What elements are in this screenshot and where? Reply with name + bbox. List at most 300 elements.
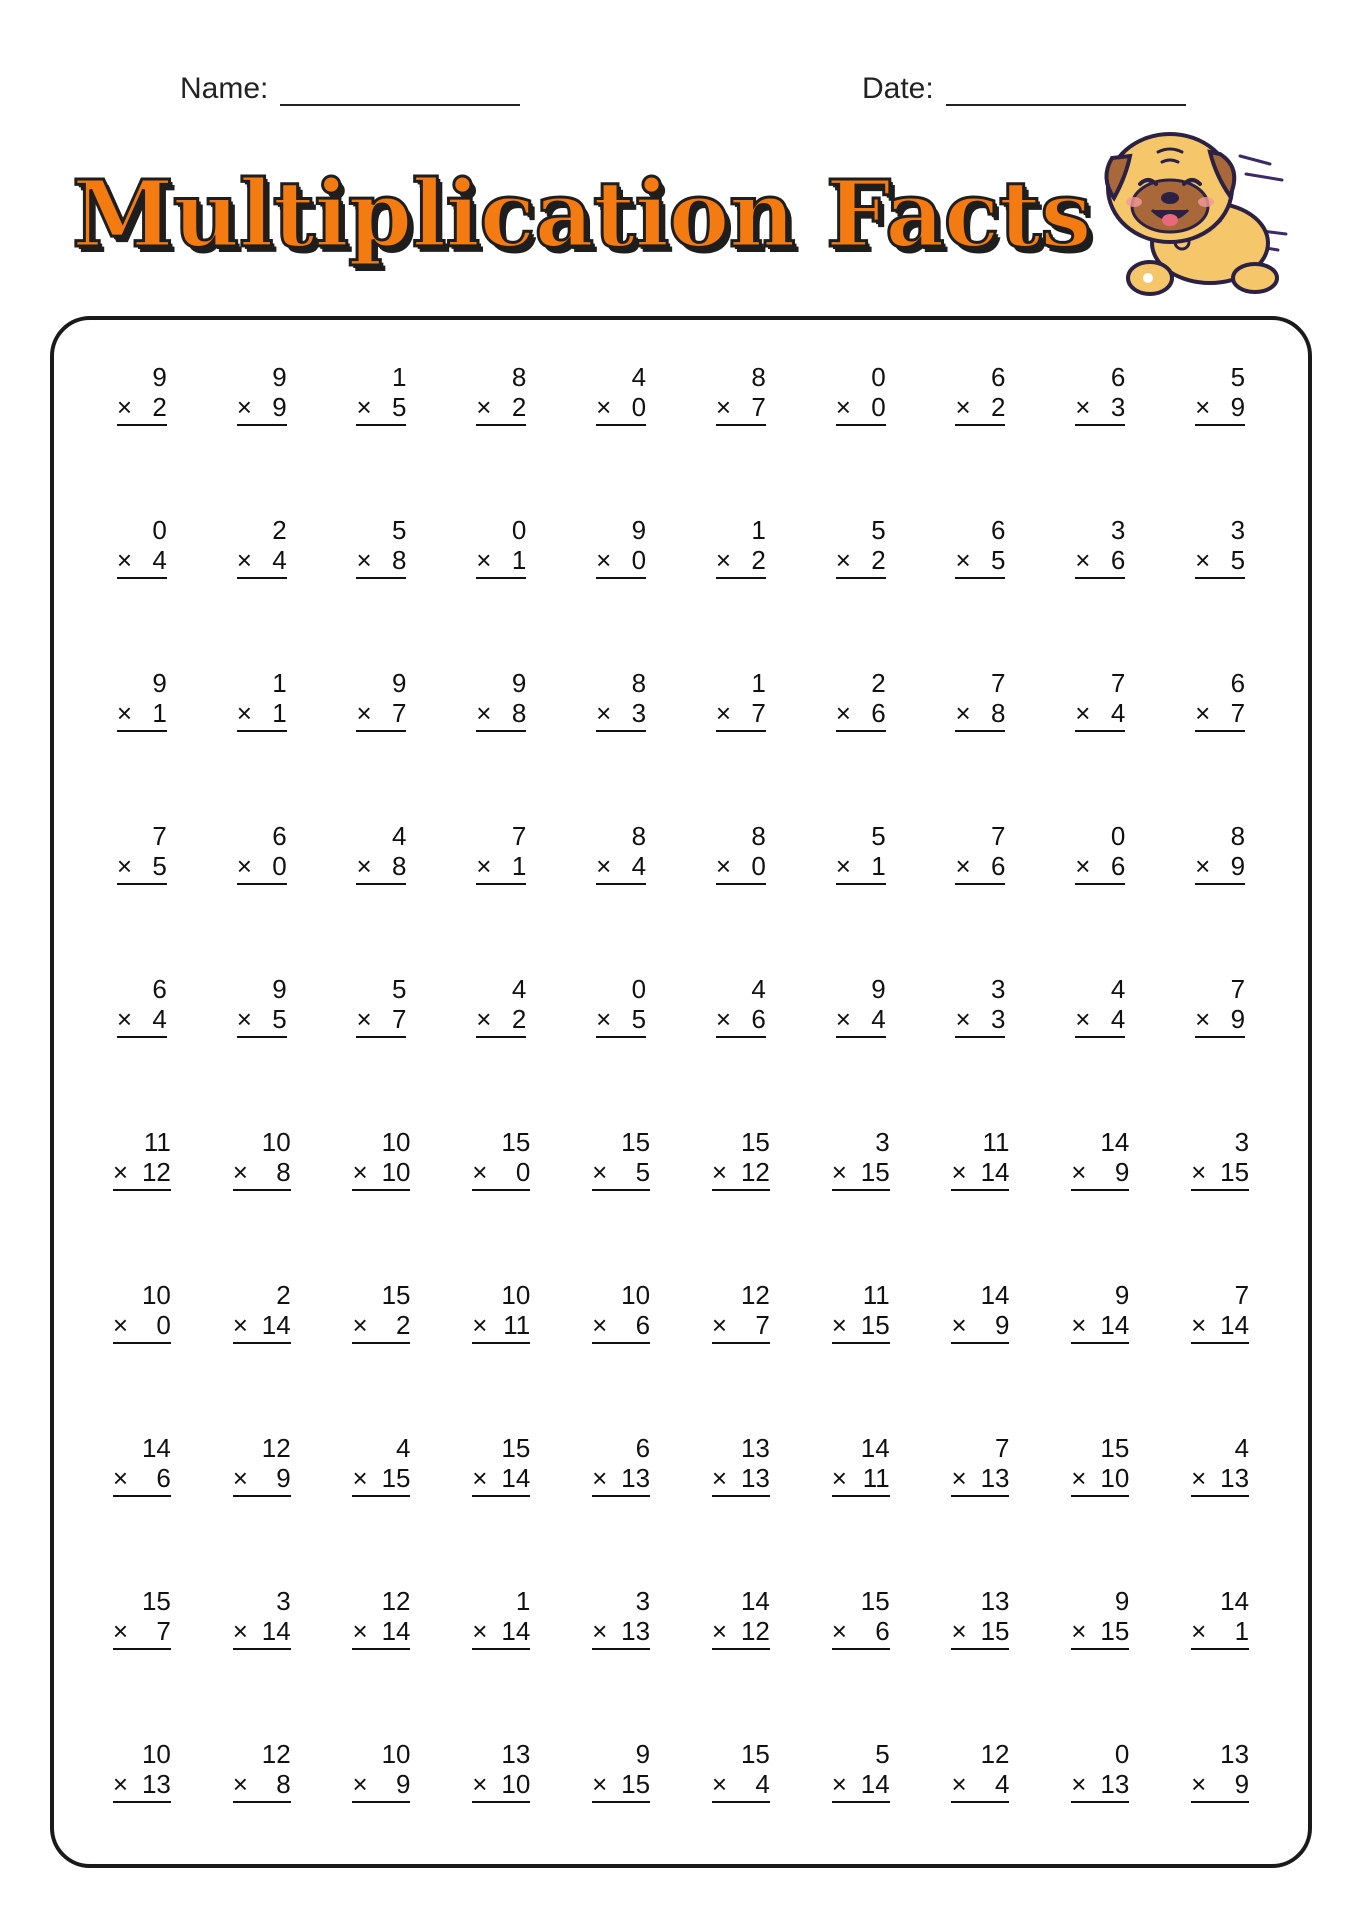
- times-sign: ×: [476, 698, 492, 728]
- multiplier: 5: [272, 1004, 287, 1034]
- multiplicand: 0: [1110, 821, 1126, 851]
- multiplicand: 4: [511, 974, 527, 1004]
- multiplication-problem: [1071, 1127, 1129, 1280]
- multiplicand: 6: [991, 362, 1006, 392]
- multiplicand: 5: [1230, 362, 1246, 392]
- multiplier: 4: [871, 1004, 886, 1034]
- multiplication-problem: [113, 1433, 171, 1586]
- times-sign: ×: [711, 1463, 728, 1493]
- multiplicand: 1: [515, 1586, 531, 1616]
- multiplication-problem: [1191, 1739, 1249, 1892]
- multiplier-row: [237, 698, 287, 732]
- multiplication-problem: [716, 362, 766, 515]
- multiplication-problem: [233, 1280, 291, 1433]
- multiplicand: 10: [501, 1280, 531, 1310]
- times-sign: ×: [951, 1616, 967, 1646]
- multiplier-row: [836, 1004, 886, 1038]
- times-sign: ×: [476, 1004, 492, 1034]
- times-sign: ×: [236, 698, 252, 728]
- multiplication-problem: [1191, 1280, 1249, 1433]
- multiplier-row: [592, 1157, 650, 1191]
- times-sign: ×: [356, 392, 372, 422]
- multiplier-row: [716, 1004, 766, 1038]
- multiplier-row: [832, 1769, 890, 1803]
- times-sign: ×: [831, 1616, 847, 1646]
- multiplier-row: [1071, 1463, 1129, 1497]
- multiplier: 9: [1230, 1004, 1246, 1034]
- multiplication-problem: [951, 1280, 1009, 1433]
- multiplier: 6: [751, 1004, 766, 1034]
- multiplicand: 8: [751, 821, 766, 851]
- multiplication-problem: [1071, 1739, 1129, 1892]
- times-sign: ×: [356, 851, 372, 881]
- multiplicand: 8: [1230, 821, 1246, 851]
- multiplication-problem: [352, 1433, 410, 1586]
- times-sign: ×: [1195, 545, 1211, 575]
- multiplier: 2: [511, 392, 527, 422]
- multiplicand: 8: [631, 668, 647, 698]
- multiplier-row: [1191, 1463, 1249, 1497]
- name-field[interactable]: [180, 68, 520, 106]
- times-sign: ×: [116, 1004, 133, 1034]
- multiplicand: 5: [875, 1739, 890, 1769]
- multiplier-row: [1071, 1310, 1129, 1344]
- multiplication-problem: [716, 821, 766, 974]
- multiplier-row: [1195, 851, 1245, 885]
- date-blank-line[interactable]: [946, 68, 1186, 106]
- multiplier: 8: [991, 698, 1006, 728]
- multiplier-row: [237, 1004, 287, 1038]
- multiplicand: 3: [991, 974, 1006, 1004]
- multiplier: 0: [631, 392, 647, 422]
- multiplicand: 4: [396, 1433, 411, 1463]
- multiplication-problem: [836, 668, 886, 821]
- multiplier: 4: [755, 1769, 770, 1799]
- multiplication-problem: [1075, 668, 1125, 821]
- multiplication-problem: [233, 1586, 291, 1739]
- multiplier-row: [955, 392, 1005, 426]
- multiplication-problem: [352, 1739, 410, 1892]
- multiplier-row: [832, 1310, 890, 1344]
- multiplier-row: [832, 1463, 890, 1497]
- times-sign: ×: [232, 1769, 248, 1799]
- times-sign: ×: [476, 392, 492, 422]
- multiplier-row: [836, 851, 886, 885]
- multiplicand: 1: [272, 668, 287, 698]
- multiplier: 4: [152, 1004, 167, 1034]
- multiplication-problem: [237, 668, 287, 821]
- multiplicand: 9: [392, 668, 407, 698]
- multiplication-problem: [356, 821, 406, 974]
- times-sign: ×: [116, 392, 133, 422]
- multiplier: 3: [1110, 392, 1126, 422]
- times-sign: ×: [472, 1157, 488, 1187]
- multiplication-problem: [476, 974, 526, 1127]
- times-sign: ×: [711, 1310, 728, 1340]
- times-sign: ×: [232, 1157, 248, 1187]
- multiplicand: 7: [511, 821, 527, 851]
- times-sign: ×: [1191, 1616, 1207, 1646]
- multiplier: 2: [751, 545, 766, 575]
- multiplicand: 10: [381, 1127, 411, 1157]
- times-sign: ×: [711, 1616, 728, 1646]
- multiplier-row: [233, 1157, 291, 1191]
- multiplier-row: [356, 698, 406, 732]
- multiplicand: 14: [141, 1433, 171, 1463]
- multiplicand: 14: [980, 1280, 1010, 1310]
- multiplier: 4: [631, 851, 647, 881]
- multiplier: 15: [381, 1463, 411, 1493]
- multiplier-row: [472, 1769, 530, 1803]
- times-sign: ×: [356, 545, 372, 575]
- multiplicand: 3: [875, 1127, 890, 1157]
- times-sign: ×: [1191, 1463, 1207, 1493]
- multiplier: 0: [156, 1310, 171, 1340]
- multiplier: 6: [635, 1310, 651, 1340]
- multiplier-row: [233, 1616, 291, 1650]
- multiplicand: 0: [511, 515, 527, 545]
- multiplication-problem: [592, 1433, 650, 1586]
- multiplier-row: [472, 1616, 530, 1650]
- multiplicand: 3: [1110, 515, 1126, 545]
- multiplicand: 9: [871, 974, 886, 1004]
- multiplier-row: [951, 1310, 1009, 1344]
- multiplicand: 12: [261, 1739, 291, 1769]
- name-blank-line[interactable]: [280, 68, 520, 106]
- multiplier: 14: [501, 1463, 531, 1493]
- multiplication-problem: [592, 1127, 650, 1280]
- name-label: Name:: [180, 72, 269, 105]
- multiplier-row: [832, 1157, 890, 1191]
- multiplier: 6: [875, 1616, 890, 1646]
- times-sign: ×: [236, 851, 252, 881]
- multiplier: 4: [1110, 698, 1126, 728]
- multiplier-row: [113, 1310, 171, 1344]
- times-sign: ×: [1075, 1004, 1091, 1034]
- multiplicand: 15: [501, 1127, 531, 1157]
- multiplier-row: [596, 1004, 646, 1038]
- multiplier: 10: [501, 1769, 531, 1799]
- multiplication-problem: [716, 974, 766, 1127]
- multiplication-problem: [476, 362, 526, 515]
- multiplicand: 13: [980, 1586, 1010, 1616]
- multiplier-row: [1191, 1310, 1249, 1344]
- multiplier-row: [592, 1769, 650, 1803]
- times-sign: ×: [592, 1616, 608, 1646]
- multiplier-row: [1075, 851, 1125, 885]
- multiplication-problem: [596, 362, 646, 515]
- multiplier: 7: [755, 1310, 770, 1340]
- times-sign: ×: [592, 1463, 608, 1493]
- multiplication-problem: [712, 1433, 770, 1586]
- times-sign: ×: [1195, 698, 1211, 728]
- multiplicand: 14: [1100, 1127, 1130, 1157]
- multiplicand: 15: [141, 1586, 171, 1616]
- multiplication-problem: [356, 362, 406, 515]
- multiplicand: 6: [272, 821, 287, 851]
- multiplication-problem: [1071, 1586, 1129, 1739]
- multiplier-row: [352, 1616, 410, 1650]
- multiplier: 9: [1230, 392, 1246, 422]
- multiplier-row: [716, 698, 766, 732]
- pug-dog-mascot-icon: [1070, 118, 1300, 308]
- multiplicand: 10: [381, 1739, 411, 1769]
- multiplication-problem: [237, 974, 287, 1127]
- multiplicand: 14: [860, 1433, 890, 1463]
- multiplier: 15: [860, 1157, 890, 1187]
- multiplication-problem: [476, 668, 526, 821]
- multiplier-row: [596, 698, 646, 732]
- times-sign: ×: [232, 1616, 248, 1646]
- multiplication-problem: [476, 821, 526, 974]
- multiplication-problem: [596, 515, 646, 668]
- multiplicand: 14: [740, 1586, 770, 1616]
- multiplicand: 1: [751, 668, 766, 698]
- multiplier: 14: [1100, 1310, 1130, 1340]
- multiplication-problem: [1195, 821, 1245, 974]
- multiplier-row: [113, 1157, 171, 1191]
- times-sign: ×: [955, 851, 971, 881]
- multiplier: 13: [1100, 1769, 1130, 1799]
- multiplication-problem: [356, 668, 406, 821]
- multiplication-problem: [832, 1127, 890, 1280]
- multiplicand: 5: [392, 974, 407, 1004]
- multiplier: 15: [860, 1310, 890, 1340]
- multiplier-row: [237, 545, 287, 579]
- multiplier-row: [716, 851, 766, 885]
- multiplicand: 9: [1114, 1586, 1130, 1616]
- times-sign: ×: [715, 851, 732, 881]
- times-sign: ×: [592, 1157, 608, 1187]
- multiplicand: 10: [141, 1739, 171, 1769]
- multiplier: 13: [1220, 1463, 1250, 1493]
- multiplication-problem: [1075, 515, 1125, 668]
- multiplicand: 13: [501, 1739, 531, 1769]
- multiplier-row: [352, 1769, 410, 1803]
- multiplier: 14: [1220, 1310, 1250, 1340]
- multiplication-problem: [832, 1586, 890, 1739]
- multiplicand: 5: [871, 515, 886, 545]
- multiplier-row: [592, 1616, 650, 1650]
- times-sign: ×: [955, 1004, 971, 1034]
- multiplication-problem: [237, 515, 287, 668]
- times-sign: ×: [715, 1004, 732, 1034]
- multiplicand: 1: [751, 515, 766, 545]
- multiplier-row: [476, 1004, 526, 1038]
- multiplier: 5: [1230, 545, 1246, 575]
- multiplier: 5: [392, 392, 407, 422]
- multiplicand: 0: [631, 974, 647, 1004]
- multiplier: 7: [392, 1004, 407, 1034]
- multiplicand: 10: [261, 1127, 291, 1157]
- multiplication-problem: [712, 1127, 770, 1280]
- multiplicand: 2: [871, 668, 886, 698]
- multiplication-problem: [1191, 1127, 1249, 1280]
- multiplier-row: [596, 545, 646, 579]
- multiplication-problem: [592, 1280, 650, 1433]
- multiplication-problem: [472, 1280, 530, 1433]
- multiplier: 0: [751, 851, 766, 881]
- times-sign: ×: [951, 1463, 967, 1493]
- times-sign: ×: [352, 1310, 368, 1340]
- times-sign: ×: [596, 1004, 612, 1034]
- multiplication-problem: [352, 1586, 410, 1739]
- multiplier-row: [592, 1310, 650, 1344]
- multiplier: 15: [1100, 1616, 1130, 1646]
- multiplier-row: [476, 392, 526, 426]
- multiplier: 9: [396, 1769, 411, 1799]
- multiplier: 7: [1230, 698, 1246, 728]
- multiplication-problem: [712, 1280, 770, 1433]
- multiplicand: 15: [1100, 1433, 1130, 1463]
- times-sign: ×: [592, 1769, 608, 1799]
- multiplication-problem: [951, 1433, 1009, 1586]
- multiplier: 14: [261, 1616, 291, 1646]
- multiplier-row: [117, 1004, 167, 1038]
- multiplier: 10: [381, 1157, 411, 1187]
- multiplier: 15: [621, 1769, 651, 1799]
- multiplication-problem: [233, 1433, 291, 1586]
- multiplier-row: [1195, 545, 1245, 579]
- times-sign: ×: [112, 1157, 129, 1187]
- multiplication-problem: [352, 1127, 410, 1280]
- multiplicand: 0: [1114, 1739, 1130, 1769]
- multiplier: 6: [1110, 851, 1126, 881]
- multiplier-row: [237, 392, 287, 426]
- multiplier: 7: [392, 698, 407, 728]
- multiplication-problem: [836, 515, 886, 668]
- multiplication-problem: [1195, 362, 1245, 515]
- multiplier: 10: [1100, 1463, 1130, 1493]
- multiplier: 2: [511, 1004, 527, 1034]
- multiplier: 14: [501, 1616, 531, 1646]
- times-sign: ×: [592, 1310, 608, 1340]
- multiplicand: 11: [143, 1127, 171, 1157]
- multiplier-row: [596, 392, 646, 426]
- multiplier: 4: [152, 545, 167, 575]
- multiplicand: 9: [511, 668, 527, 698]
- multiplier-row: [356, 392, 406, 426]
- worksheet-title: Multiplication Facts: [72, 160, 1091, 268]
- multiplication-problem: [237, 821, 287, 974]
- multiplication-problem: [233, 1739, 291, 1892]
- multiplier: 9: [995, 1310, 1010, 1340]
- multiplication-problem: [836, 821, 886, 974]
- multiplication-problem: [472, 1586, 530, 1739]
- multiplication-problem: [472, 1127, 530, 1280]
- multiplication-problem: [352, 1280, 410, 1433]
- multiplicand: 15: [740, 1127, 770, 1157]
- times-sign: ×: [951, 1769, 967, 1799]
- times-sign: ×: [352, 1769, 368, 1799]
- multiplier-row: [712, 1769, 770, 1803]
- multiplier-row: [1075, 698, 1125, 732]
- multiplier: 7: [751, 392, 766, 422]
- multiplier: 7: [751, 698, 766, 728]
- multiplier: 14: [860, 1769, 890, 1799]
- multiplicand: 15: [860, 1586, 890, 1616]
- multiplicand: 4: [631, 362, 647, 392]
- multiplier: 2: [396, 1310, 411, 1340]
- times-sign: ×: [472, 1463, 488, 1493]
- times-sign: ×: [596, 698, 612, 728]
- multiplicand: 3: [1230, 515, 1246, 545]
- multiplier: 13: [621, 1616, 651, 1646]
- times-sign: ×: [1191, 1310, 1207, 1340]
- multiplier: 14: [980, 1157, 1010, 1187]
- times-sign: ×: [352, 1616, 368, 1646]
- times-sign: ×: [831, 1463, 847, 1493]
- times-sign: ×: [951, 1310, 967, 1340]
- multiplier: 12: [740, 1157, 770, 1187]
- multiplicand: 9: [272, 362, 287, 392]
- multiplier-row: [356, 1004, 406, 1038]
- times-sign: ×: [831, 1157, 847, 1187]
- multiplication-problem: [832, 1280, 890, 1433]
- multiplicand: 12: [980, 1739, 1010, 1769]
- times-sign: ×: [236, 392, 252, 422]
- times-sign: ×: [112, 1769, 129, 1799]
- multiplicand: 6: [152, 974, 167, 1004]
- multiplication-problem: [836, 362, 886, 515]
- multiplier: 8: [392, 851, 407, 881]
- multiplication-problem: [113, 1280, 171, 1433]
- times-sign: ×: [472, 1769, 488, 1799]
- multiplier: 0: [515, 1157, 531, 1187]
- multiplier: 9: [1114, 1157, 1130, 1187]
- multiplier: 9: [276, 1463, 291, 1493]
- multiplier-row: [836, 698, 886, 732]
- multiplicand: 5: [392, 515, 407, 545]
- times-sign: ×: [1075, 698, 1091, 728]
- times-sign: ×: [715, 698, 732, 728]
- times-sign: ×: [596, 392, 612, 422]
- multiplication-problem: [955, 974, 1005, 1127]
- multiplication-problem: [836, 974, 886, 1127]
- times-sign: ×: [1195, 851, 1211, 881]
- date-field[interactable]: [862, 68, 1186, 106]
- multiplication-problem: [955, 821, 1005, 974]
- multiplier-row: [836, 545, 886, 579]
- multiplication-problem: [951, 1739, 1009, 1892]
- multiplicand: 4: [751, 974, 766, 1004]
- multiplier: 8: [392, 545, 407, 575]
- date-label: Date:: [862, 72, 934, 105]
- multiplication-problem: [592, 1739, 650, 1892]
- times-sign: ×: [116, 698, 133, 728]
- multiplication-problem: [832, 1739, 890, 1892]
- times-sign: ×: [472, 1310, 488, 1340]
- multiplier-row: [712, 1463, 770, 1497]
- multiplication-problem: [113, 1586, 171, 1739]
- multiplicand: 13: [1220, 1739, 1250, 1769]
- multiplicand: 9: [152, 362, 167, 392]
- multiplication-problem: [1071, 1280, 1129, 1433]
- multiplier: 7: [156, 1616, 171, 1646]
- multiplication-problem: [356, 515, 406, 668]
- times-sign: ×: [951, 1157, 967, 1187]
- multiplication-problem: [955, 515, 1005, 668]
- multiplier-row: [1075, 1004, 1125, 1038]
- multiplier-row: [356, 851, 406, 885]
- multiplier: 6: [156, 1463, 171, 1493]
- multiplier-row: [955, 851, 1005, 885]
- multiplication-problem: [356, 974, 406, 1127]
- multiplier: 5: [152, 851, 167, 881]
- multiplication-problem: [117, 515, 167, 668]
- multiplier: 1: [511, 545, 527, 575]
- times-sign: ×: [955, 392, 971, 422]
